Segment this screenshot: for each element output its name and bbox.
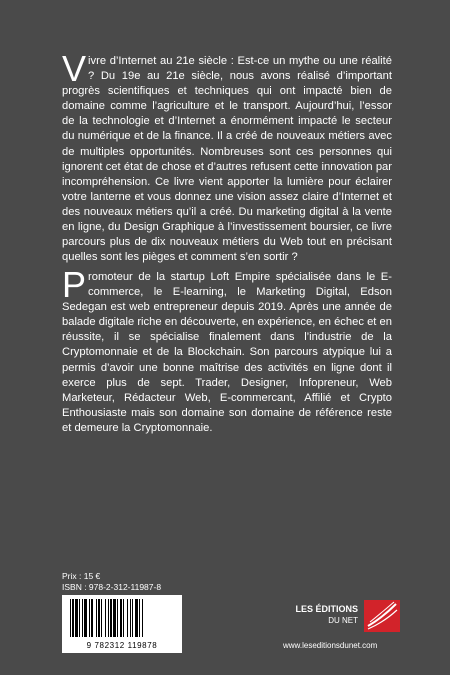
price-label: Prix : 15 €	[62, 571, 101, 581]
barcode-bar	[135, 599, 138, 637]
barcode-bar	[108, 599, 109, 637]
barcode-bar	[127, 599, 128, 637]
author-bio-paragraph: Promoteur de la startup Loft Empire spécialisée dans le E-commerce, le E-learning, le Marketing Digital, Edson Sedegan est web entrepreneur depuis 2019. Après une année de balade digitale riche en découverte, en expérience, en échec et en réussite, il se spécialise finalement dans l’industrie de la Cryptomonnaie et de la Blockchain. Son parcours atypique lui a permis d’avoir une bonne maîtrise des activités en ligne dont il exerce plus de sept. Trader, Designer, Infopreneur, Web Marketeur, Rédacteur Web, E-commercant, Affilié et Crypto Enthousiaste mais son domaine son domaine de référence reste et demeure la Cryptomonnaie.	[62, 264, 392, 434]
barcode	[62, 595, 182, 653]
publisher-name: LES ÉDITIONS	[295, 604, 358, 614]
barcode-bar	[142, 599, 143, 637]
barcode-bar	[130, 599, 131, 637]
publisher-url: www.leseditionsdunet.com	[283, 641, 378, 650]
barcode-bar	[120, 599, 122, 637]
barcode-icon	[68, 599, 176, 639]
summary-paragraph: Vivre d’Internet au 21e siècle : Est-ce un mythe ou une réalité ? Du 19e au 21e siècle, nous avons réalisé d’important progrès scientifiques et techniques qui ont impacté bien de domaine comme l’agriculture et le transport. Aujourd’hui, l’essor de la technologie et d’Internet a énormément impacté le secteur du numérique et de la finance. Il a créé de nouveaux métiers avec de multiples opportunités. Nombreuses sont ces personnes qui ignorent cet état de chose et d’autres refusent cette innovation par incompréhension. Ce livre vient apporter la lumière pour éclairer votre lanterne et vous donnez une vision assez claire d’Internet et des nouveaux métiers qu’il a créé. Du marketing digital à la vente en ligne, du Design Graphique à l’investissement boursier, ce livre parcours plus de dix nouveaux métiers du Web tout en précisant quelles sont les pièges et comment s’en sortir ?	[62, 48, 392, 264]
publisher-logo-block	[288, 600, 408, 632]
barcode-bar	[98, 599, 100, 637]
barcode-bar	[113, 599, 116, 637]
barcode-bar	[72, 599, 74, 637]
barcode-bar	[70, 599, 71, 637]
publisher-subname: DU NET	[328, 616, 358, 625]
barcode-bar	[105, 599, 106, 637]
publisher-logo-icon	[364, 600, 400, 632]
barcode-bar	[96, 599, 97, 637]
isbn-label: ISBN : 978-2-312-11987-8	[62, 582, 162, 592]
barcode-digits: 9 782312 119878	[86, 641, 158, 650]
barcode-bar	[110, 599, 112, 637]
barcode-bar	[89, 599, 90, 637]
barcode-bar	[117, 599, 118, 637]
barcode-bar	[75, 599, 78, 637]
price-isbn-block	[62, 571, 161, 593]
barcode-bar	[82, 599, 83, 637]
barcode-bar	[79, 599, 80, 637]
barcode-bar	[84, 599, 87, 637]
barcode-bar	[139, 599, 140, 637]
barcode-bar	[123, 599, 124, 637]
barcode-bar	[132, 599, 133, 637]
barcode-bar	[101, 599, 102, 637]
barcode-bar	[91, 599, 93, 637]
